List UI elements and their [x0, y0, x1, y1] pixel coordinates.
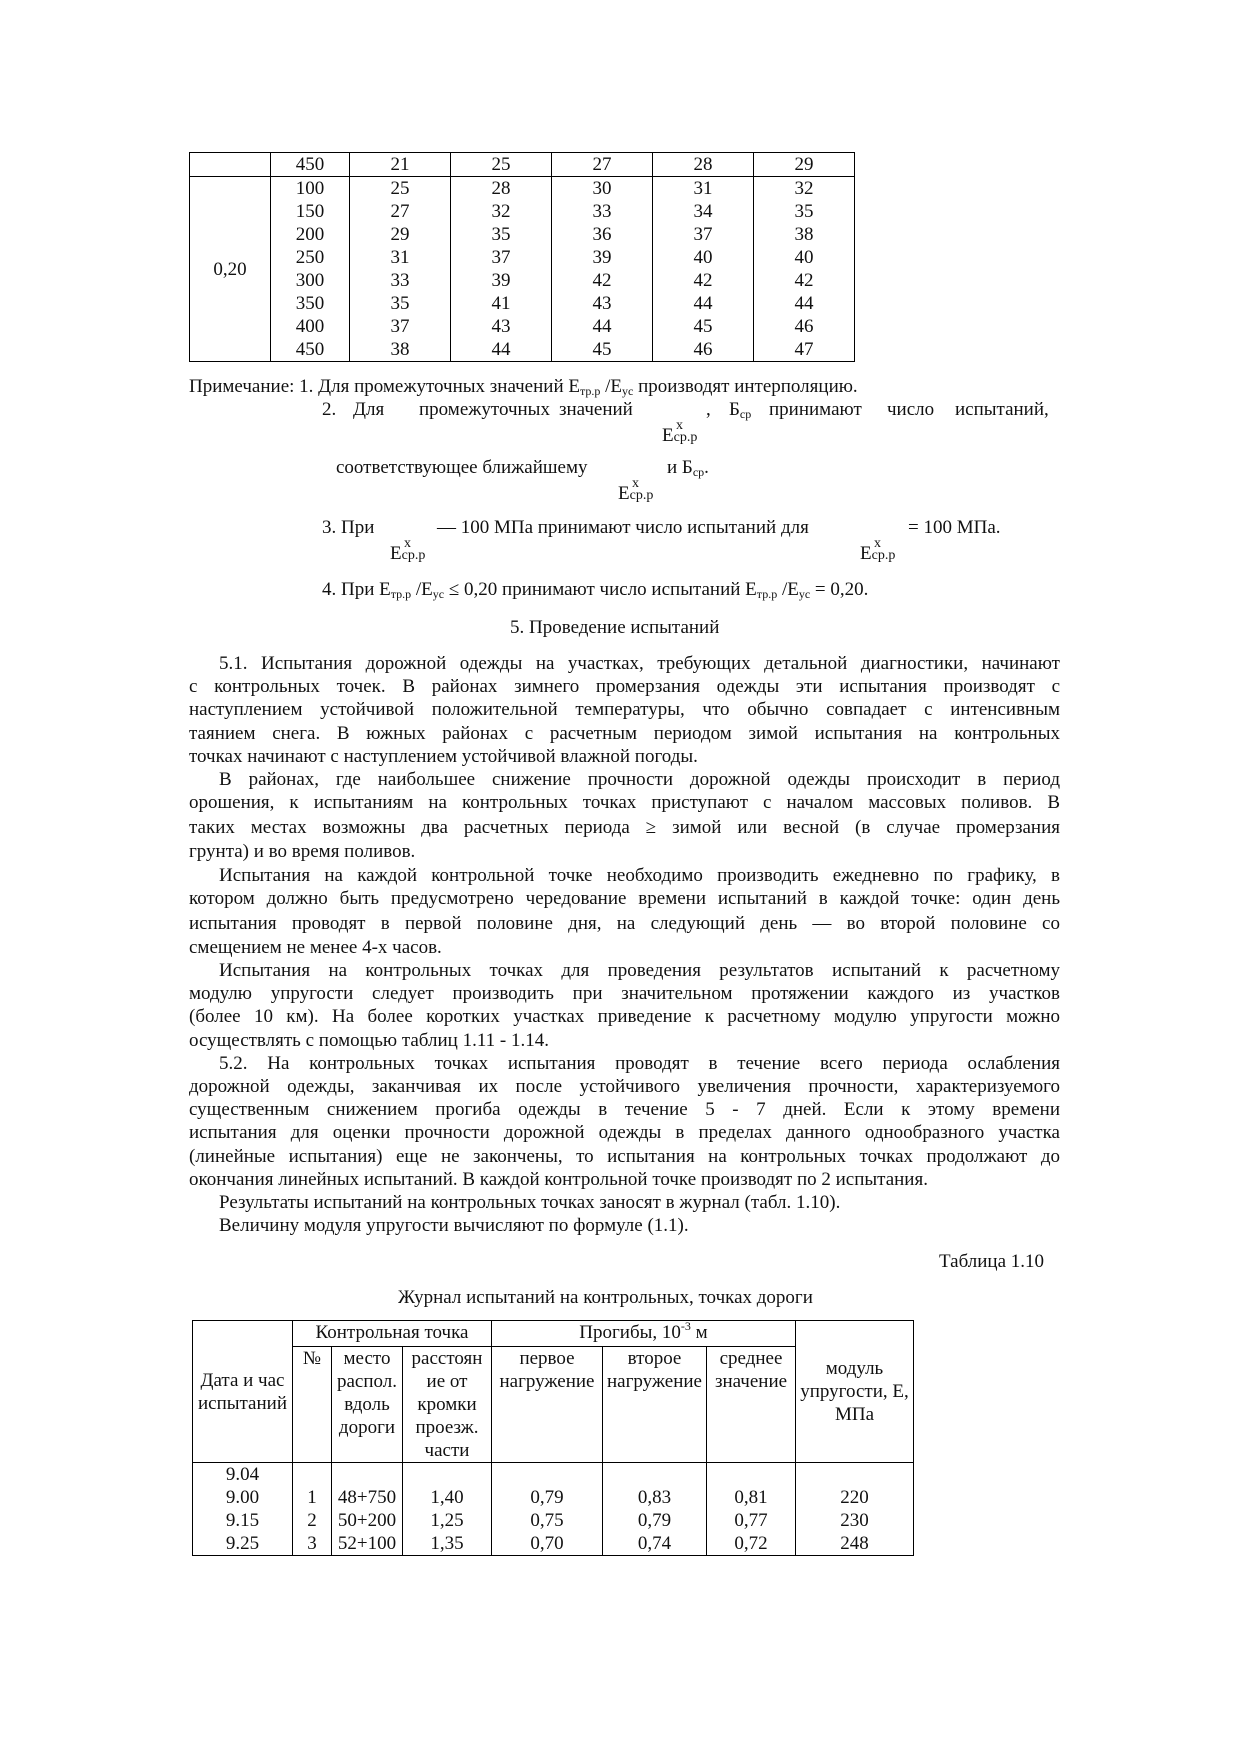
- text-line: 5.2. На контрольных точках испытания проводят в течение всего периода ослабления: [219, 1052, 1060, 1074]
- symbol-subscript: ср.р: [401, 548, 426, 563]
- table-cell: 42: [592, 270, 612, 291]
- table-column: [653, 177, 754, 362]
- table-cell: 42: [693, 270, 713, 291]
- table-cell: 1,35: [430, 1533, 464, 1554]
- header-text: место: [343, 1348, 391, 1369]
- table-cell: 21: [350, 153, 451, 177]
- table-cell: 29: [390, 224, 410, 245]
- table-cell: 9.00: [225, 1487, 260, 1508]
- table-title: Журнал испытаний на контрольных, точках дороги: [398, 1287, 813, 1308]
- header-text: нагружение: [607, 1371, 702, 1392]
- table-cell: [332, 1463, 402, 1486]
- note-word: принимают: [769, 399, 862, 420]
- table-cell: 30: [592, 178, 612, 199]
- note-3: 3. При: [322, 517, 375, 538]
- header-text: значение: [714, 1371, 788, 1392]
- journal-table: [192, 1320, 914, 1556]
- table-cell: 37: [390, 316, 410, 337]
- table-cell: 47: [794, 339, 814, 360]
- symbol-subscript: ср.р: [673, 430, 698, 445]
- symbol-letter: Е: [618, 483, 630, 504]
- table-cell: 50+200: [337, 1510, 397, 1531]
- text-line: точках начинают с наступлением устойчивой влажной погоды.: [189, 745, 698, 767]
- symbol-letter: Е: [390, 543, 402, 564]
- note-text: Примечание: 1. Для промежуточных значений Е: [189, 376, 580, 397]
- table-cell: 39: [491, 270, 511, 291]
- body-text: [189, 652, 1060, 1237]
- table-cell: 32: [491, 201, 511, 222]
- table-cell: 0,70: [530, 1533, 564, 1554]
- table-column: [754, 177, 855, 362]
- table-cell: 28: [653, 153, 754, 177]
- subscript: тр.р: [756, 587, 778, 601]
- table-cell: 33: [592, 201, 612, 222]
- symbol-subscript: ср.р: [871, 548, 896, 563]
- header-text: МПа: [834, 1404, 875, 1425]
- text-line: котором должно быть предусмотрено чередование времени испытаний в каждой точке: один день: [189, 887, 1060, 909]
- table-header-row: [193, 1321, 914, 1347]
- note-word: 2.: [322, 399, 337, 420]
- table-cell: 248: [840, 1533, 869, 1554]
- table-cell: [190, 153, 271, 177]
- table-cell: 0,74: [637, 1533, 672, 1554]
- group-label: 0,20: [190, 177, 271, 362]
- note-word: испытаний,: [955, 399, 1049, 420]
- text-line: испытания для оценки прочности дорожной одежды в пределах данного однообразного участка: [189, 1122, 1060, 1144]
- col-distances: [403, 1463, 492, 1556]
- subscript: ср: [692, 465, 705, 479]
- col-places: [332, 1463, 403, 1556]
- table-cell: 220: [840, 1487, 869, 1508]
- table-cell: 350: [295, 293, 325, 314]
- note-2-cont: [336, 456, 587, 479]
- header-text: расстоян: [411, 1348, 483, 1369]
- table-cell: 9.04: [225, 1464, 260, 1485]
- table-column: [350, 177, 451, 362]
- table-cell: 0,75: [530, 1510, 564, 1531]
- table-cell: 40: [693, 247, 713, 268]
- note-text: соответствующее ближайшему: [336, 457, 588, 478]
- table-cell: 39: [592, 247, 612, 268]
- table-cell: 150: [295, 201, 325, 222]
- table-cell: 0,79: [530, 1487, 564, 1508]
- header-text: второе: [627, 1348, 682, 1369]
- header-modulus: [796, 1321, 914, 1463]
- text-line: В районах, где наибольшее снижение прочности дорожной одежды происходит в период: [219, 768, 1060, 790]
- text-line: испытания проводят в первой половине дня, на следующий день — во второй половине со: [189, 912, 1060, 934]
- symbol-letter: Е: [860, 543, 872, 564]
- table-cell: 33: [390, 270, 410, 291]
- subscript: ус: [432, 587, 445, 601]
- symbol-superscript: x: [676, 418, 683, 433]
- table-cell: 52+100: [337, 1533, 397, 1554]
- header-text: упругости, Е,: [800, 1381, 909, 1402]
- table-cell: 27: [552, 153, 653, 177]
- table-cell: 32: [794, 178, 814, 199]
- header-text: дороги: [338, 1417, 396, 1438]
- table-cell: 100: [295, 178, 325, 199]
- col-modulus: [796, 1463, 914, 1556]
- note-text: 4. При Е: [322, 579, 391, 600]
- table-cell: 36: [592, 224, 612, 245]
- table-column: [552, 177, 653, 362]
- col-average: [707, 1463, 796, 1556]
- header-date: [193, 1321, 293, 1463]
- table-cell: 46: [794, 316, 814, 337]
- note-text: .: [704, 457, 709, 478]
- table-cell: 450: [271, 153, 350, 177]
- note-word: число: [887, 399, 935, 420]
- table-cell: 2: [307, 1510, 317, 1531]
- table-cell: 25: [451, 153, 552, 177]
- table-cell: [293, 1463, 331, 1486]
- header-text: кромки: [417, 1394, 477, 1415]
- header-text: первое: [519, 1348, 575, 1369]
- table-cell: 44: [592, 316, 612, 337]
- e-symbol: [860, 536, 896, 565]
- text-line: Величину модуля упругости вычисляют по формуле (1.1).: [219, 1215, 689, 1237]
- table-cell: 44: [794, 293, 814, 314]
- text-line: дорожной одежды, заканчивая их после устойчивого увеличения прочности, характеризуемого: [189, 1076, 1060, 1097]
- table-cell: [492, 1463, 602, 1486]
- note-2-cont: [667, 456, 709, 481]
- text-line: наступлением устойчивой положительной температуры, что обычно совпадает с интенсивным: [189, 699, 1060, 721]
- header-text: м: [690, 1322, 708, 1343]
- table-cell: 37: [693, 224, 713, 245]
- table-column: [451, 177, 552, 362]
- table-cell: 200: [295, 224, 325, 245]
- table-cell: 46: [693, 339, 713, 360]
- header-average: [707, 1347, 796, 1463]
- header-text: Прогибы, 10: [579, 1322, 681, 1343]
- text-line: таянием снега. В южных районах с расчетным периодом зимой испытания на контрольных: [189, 722, 1060, 744]
- table-row: [190, 153, 855, 177]
- header-text: среднее: [719, 1348, 783, 1369]
- subscript: тр.р: [579, 384, 601, 398]
- note-word: [729, 398, 751, 423]
- table-cell: 43: [491, 316, 511, 337]
- table-cell: 1,25: [430, 1510, 464, 1531]
- table-cell: 28: [491, 178, 511, 199]
- text-line: (линейные испытания) еще не закончены, то испытания на контрольных точках продолжают до: [189, 1145, 1060, 1167]
- text-line: смещением не менее 4-х часов.: [189, 936, 442, 958]
- table-cell: [403, 1463, 491, 1486]
- table-cell: 43: [592, 293, 612, 314]
- table-cell: 1,40: [430, 1487, 464, 1508]
- header-text: ие от: [426, 1371, 468, 1392]
- text-line: с контрольных точек. В районах зимнего промерзания одежды эти испытания производят с: [189, 676, 1060, 698]
- header-second-load: [603, 1347, 707, 1463]
- table-cell: 9.15: [225, 1510, 260, 1531]
- table-cell: 1: [307, 1487, 317, 1508]
- text-line: Испытания на контрольных точках для проведения результатов испытаний к расчетному: [219, 960, 1060, 982]
- table-column: [271, 177, 350, 362]
- text-line: таких местах возможны два расчетных периода ≥ зимой или весной (в случае промерзания: [189, 817, 1060, 839]
- note-text: /Е: [777, 579, 799, 600]
- header-text: Дата и час: [200, 1369, 285, 1391]
- section-title: 5. Проведение испытаний: [510, 617, 720, 638]
- superscript: -3: [680, 1319, 691, 1333]
- table-cell: 0,79: [637, 1510, 672, 1531]
- subscript: ср: [739, 407, 752, 421]
- table-row: [190, 177, 855, 362]
- table-cell: 31: [390, 247, 410, 268]
- note-text: Б: [729, 399, 740, 420]
- header-text: проезж.: [415, 1417, 479, 1438]
- table-cell: 0,77: [734, 1510, 768, 1531]
- header-text: части: [424, 1440, 470, 1461]
- symbol-letter: Е: [662, 425, 674, 446]
- header-number: №: [293, 1347, 332, 1463]
- header-place: [332, 1347, 403, 1463]
- text-line: Результаты испытаний на контрольных точках заносят в журнал (табл. 1.10).: [219, 1191, 841, 1213]
- symbol-subscript: ср.р: [629, 488, 654, 503]
- header-text: модуль: [825, 1358, 884, 1379]
- e-symbol: [390, 536, 426, 565]
- note-text: и Б: [667, 457, 693, 478]
- text-line: 5.1. Испытания дорожной одежды на участках, требующих детальной диагностики, начинают: [219, 653, 1060, 674]
- note-text: /Е: [411, 579, 433, 600]
- table-cell: 34: [693, 201, 713, 222]
- note-text: производят интерполяцию.: [633, 376, 858, 397]
- e-symbol: [662, 418, 698, 447]
- note-word: промежуточных: [419, 399, 550, 420]
- subscript: ус: [798, 587, 811, 601]
- col-numbers: [293, 1463, 332, 1556]
- table-cell: 35: [794, 201, 814, 222]
- table-cell: 29: [754, 153, 855, 177]
- note-word: ,: [706, 399, 711, 420]
- note-4: [322, 578, 868, 603]
- subscript: тр.р: [390, 587, 412, 601]
- text-line: окончания линейных испытаний. В каждой контрольной точке производят по 2 испытания.: [189, 1168, 928, 1190]
- subscript: ус: [622, 384, 634, 398]
- table-cell: 0,72: [734, 1533, 768, 1554]
- values-table: [189, 152, 855, 362]
- text-line: модулю упругости следует производить при значительном протяжении каждого из участков: [189, 983, 1060, 1005]
- text-line: существенным снижением прогиба одежды в течение 5 - 7 дней. Если к этому времени: [189, 1099, 1060, 1121]
- note-text: = 0,20.: [810, 579, 869, 600]
- table-cell: 250: [295, 247, 325, 268]
- table-cell: 35: [491, 224, 511, 245]
- symbol-superscript: x: [874, 536, 881, 551]
- header-distance: [403, 1347, 492, 1463]
- note-text: ≤ 0,20 принимают число испытаний Е: [444, 579, 757, 600]
- table-cell: 40: [794, 247, 814, 268]
- note-word: значений: [559, 399, 633, 420]
- e-symbol: [618, 476, 654, 505]
- header-deflections: [492, 1321, 796, 1347]
- text-line: грунта) и во время поливов.: [189, 841, 416, 863]
- note-3: — 100 МПа принимают число испытаний для: [437, 517, 809, 538]
- note-3: = 100 МПа.: [908, 517, 1001, 538]
- symbol-superscript: x: [404, 536, 411, 551]
- table-cell: 38: [794, 224, 814, 245]
- header-control-point: Контрольная точка: [293, 1321, 492, 1347]
- table-cell: [603, 1463, 706, 1486]
- table-cell: 0,83: [637, 1487, 672, 1508]
- table-cell: 230: [840, 1510, 869, 1531]
- header-text: испытаний: [197, 1392, 287, 1414]
- col-second-load: [603, 1463, 707, 1556]
- table-cell: 300: [295, 270, 325, 291]
- table-cell: 450: [295, 339, 325, 360]
- table-cell: 48+750: [337, 1487, 397, 1508]
- symbol-superscript: x: [632, 476, 639, 491]
- text-line: Испытания на каждой контрольной точке необходимо производить ежедневно по графику, в: [219, 864, 1060, 886]
- table-cell: 45: [592, 339, 612, 360]
- note-text: /Е: [600, 376, 623, 397]
- table-cell: 27: [390, 201, 410, 222]
- table-cell: 44: [693, 293, 713, 314]
- table-cell: 38: [390, 339, 410, 360]
- text-line: (более 10 км). На более коротких участках приведение к расчетному модулю упругости можно: [189, 1006, 1060, 1028]
- table-cell: [796, 1463, 913, 1486]
- col-dates: [193, 1463, 293, 1556]
- text-line: орошения, к испытаниям на контрольных точках приступают с началом массовых поливов. В: [189, 792, 1060, 814]
- table-cell: 0,81: [734, 1487, 768, 1508]
- note-word: Для: [353, 399, 385, 420]
- table-cell: 31: [693, 178, 713, 199]
- table-cell: [707, 1463, 795, 1486]
- header-text: распол.: [336, 1371, 397, 1392]
- table-cell: 9.25: [225, 1533, 260, 1554]
- note-1: [189, 375, 858, 400]
- table-cell: 400: [295, 316, 325, 337]
- table-cell: 3: [307, 1533, 317, 1554]
- table-cell: 25: [390, 178, 410, 199]
- table-cell: 41: [491, 293, 511, 314]
- header-first-load: [492, 1347, 603, 1463]
- table-cell: 35: [390, 293, 410, 314]
- header-text: нагружение: [499, 1371, 595, 1392]
- table-cell: 37: [491, 247, 511, 268]
- table-label: Таблица 1.10: [939, 1251, 1045, 1272]
- table-cell: 44: [491, 339, 511, 360]
- col-first-load: [492, 1463, 603, 1556]
- table-cell: 42: [794, 270, 814, 291]
- text-line: осуществлять с помощью таблиц 1.11 - 1.14.: [189, 1029, 549, 1051]
- table-cell: 45: [693, 316, 713, 337]
- header-text: вдоль: [344, 1394, 390, 1415]
- table-row: [193, 1463, 914, 1556]
